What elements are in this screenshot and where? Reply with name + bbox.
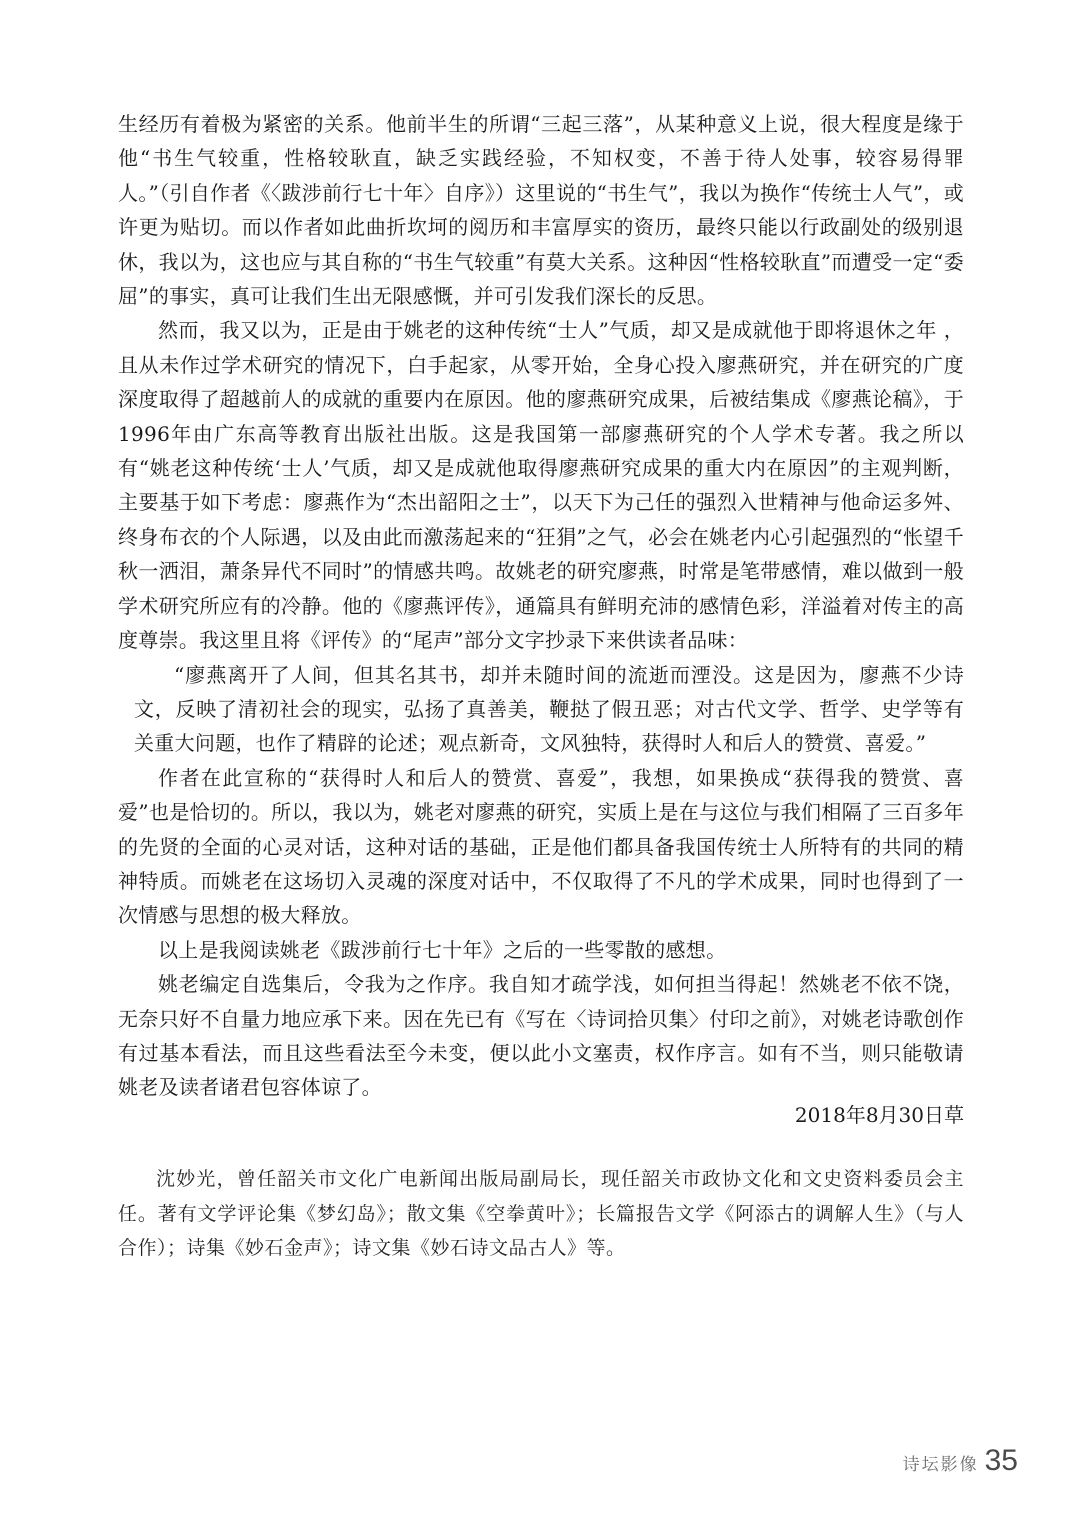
author-bio [118, 1162, 964, 1266]
paragraph-spiritual-dialogue: 作者在此宣称的“获得时人和后人的赞赏、喜爱”，我想，如果换成“获得我的赞赏、喜爱”也是恰切的。所以，我以为，姚老对廖燕的研究，实质上是在与这位与我们相隔了三百多年的先贤的全面的心灵对话，这种对话的基础，正是他们都具备我国传统士人所特有的共同的精神特质。而姚老在这场切入灵魂的深度对话中，不仅取得了不凡的学术成果，同时也得到了一次情感与思想的极大释放。 [118, 765, 964, 928]
section-label: 诗坛影像 [902, 1455, 979, 1475]
paragraph-preface-note: 姚老编定自选集后，令我为之作序。我自知才疏学浅，如何担当得起！然姚老不依不饶，无奈只好不自量力地应承下来。因在先已有《写在〈诗词拾贝集〉付印之前》，对姚老诗歌创作有过基本看法，而且这些看法至今未变，便以此小文塞责，权作序言。如有不当，则只能敬请姚老及读者诸君包容体谅了。 [118, 972, 964, 1100]
page-footer [903, 1444, 1018, 1478]
paragraph-continuation: 生经历有着极为紧密的关系。他前半生的所谓“三起三落”，从某种意义上说，很大程度是缘于他“书生气较重，性格较耿直，缺乏实践经验，不知权变，不善于待人处事，较容易得罪人。”（引自作者《〈跋涉前行七十年〉自序》）这里说的“书生气”，我以为换作“传统士人气”，或许更为贴切。而以作者如此曲折坎坷的阅历和丰富厚实的资历，最终只能以行政副处的级别退休，我以为，这也应与其自称的“书生气较重”有莫大关系。这种因“性格较耿直”而遭受一定“委屈”的事实，真可让我们生出无限感慨，并可引发我们深长的反思。 [118, 112, 964, 309]
paragraph-scholar-temperament: 然而，我又以为，正是由于姚老的这种传统“士人”气质，却又是成就他于即将退休之年 ，且从未作过学术研究的情况下，白手起家，从零开始，全身心投入廖燕研究，并在研究的广度深度取得了超越前人的成就的重要内在原因。他的廖燕研究成果，后被结集成《廖燕论稿》，于1996年由广东高等教育出版社出版。这是我国第一部廖燕研究的个人学术专著。我之所以有“姚老这种传统‘士人’气质，却又是成就他取得廖燕研究成果的重大内在原因”的主观判断，主要基于如下考虑：廖燕作为“杰出韶阳之士”，以天下为己任的强烈入世精神与他命运多舛、终身布衣的个人际遇，以及由此而激荡起来的“狂狷”之气，必会在姚老内心引起强烈的“怅望千秋一洒泪，萧条异代不同时”的情感共鸣。故姚老的研究廖燕，时常是笔带感情，难以做到一般学术研究所应有的冷静。他的《廖燕评传》，通篇具有鲜明充沛的感情色彩，洋溢着对传主的高度尊崇。我这里且将《评传》的“尾声”部分文字抄录下来供读者品味： [118, 318, 964, 653]
page-number: 35 [984, 1444, 1018, 1477]
author-bio-text: 沈妙光，曾任韶关市文化广电新闻出版局副局长，现任韶关市政协文化和文史资料委员会主任。著有文学评论集《梦幻岛》；散文集《空拳黄叶》；长篇报告文学《阿添古的调解人生》（与人合作）；诗集《妙石金声》；诗文集《妙石诗文品古人》等。 [118, 1168, 964, 1259]
paragraph-quotation: “廖燕离开了人间，但其名其书，却并未随时间的流逝而湮没。这是因为，廖燕不少诗文，反映了清初社会的现实，弘扬了真善美，鞭挞了假丑恶；对古代文学、哲学、史学等有关重大问题，也作了精辟的论述；观点新奇，文风独特，获得时人和后人的赞赏、喜爱。” [134, 662, 964, 756]
article-body [118, 107, 964, 1105]
draft-date: 2018年8月30日草 [794, 1103, 964, 1127]
paragraph-summary: 以上是我阅读姚老《跋涉前行七十年》之后的一些零散的感想。 [158, 937, 727, 962]
